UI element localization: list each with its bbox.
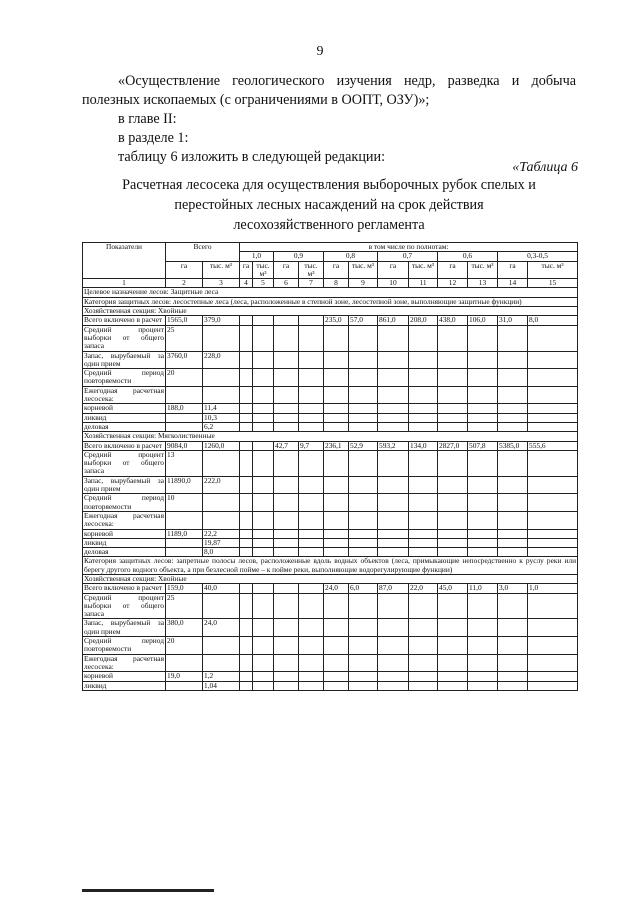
header-indicators: Показатели xyxy=(83,243,166,279)
table-row xyxy=(83,529,578,538)
cell: 159,0 xyxy=(166,584,203,593)
header-ha: га xyxy=(240,261,253,279)
table-row xyxy=(83,584,578,593)
row-label-period: Средний период повторяемости xyxy=(84,636,164,654)
header-ths-m3: тыс. м³ xyxy=(528,261,578,279)
cell: 19,87 xyxy=(203,538,240,547)
table-row xyxy=(83,637,578,655)
cell: 19,0 xyxy=(166,672,203,681)
row-label-total: Всего включено в расчет xyxy=(83,316,166,325)
table-row xyxy=(83,441,578,450)
title-line-3: лесохозяйственного регламента xyxy=(233,217,425,233)
row-label-period: Средний период повторяемости xyxy=(84,493,164,511)
cell: 236,1 xyxy=(324,441,349,450)
table-row xyxy=(83,476,578,494)
section-softwood: Хозяйственная секция: Мягколиственные xyxy=(83,432,578,441)
section-category-water: Категория защитных лесов: запретные полосы лесов, расположенные вдоль водных объектов (леса, примыкающие непосредственно к руслу реки или берегу другого водного объекта, а при безлесной пойме – к пойме реки, выполняющие водорегулирующие функции) xyxy=(84,556,577,574)
cell: 8,0 xyxy=(203,548,240,557)
cell: 1565,0 xyxy=(166,316,203,325)
cell: 22,2 xyxy=(203,529,240,538)
cell: 8,0 xyxy=(528,316,578,325)
intro-line-table: таблицу 6 изложить в следующей редакции: xyxy=(118,149,386,165)
table-row xyxy=(83,538,578,547)
table-row xyxy=(83,593,578,619)
cell: 31,0 xyxy=(498,316,528,325)
table-row xyxy=(83,351,578,369)
header-density-2: 0,9 xyxy=(274,252,324,261)
intro-paragraph: «Осуществление геологического изучения недр, разведка и добыча полезных ископаемых (с ограничениями в ООПТ, ОЗУ)»; xyxy=(82,73,576,108)
header-density-5: 0,6 xyxy=(438,252,498,261)
section-row xyxy=(83,288,578,297)
cell: 2827,0 xyxy=(438,441,468,450)
cell: 11,0 xyxy=(468,584,498,593)
section-row xyxy=(83,574,578,583)
col-number: 8 xyxy=(324,279,349,288)
forest-cut-table xyxy=(82,242,578,691)
table-title xyxy=(82,175,576,235)
header-ths-m3: тыс. м³ xyxy=(349,261,378,279)
cell: 11890,0 xyxy=(166,476,203,494)
row-label-root: корневой xyxy=(83,529,166,538)
header-density-6: 0,3-0,5 xyxy=(498,252,578,261)
cell: 1,0 xyxy=(528,584,578,593)
col-number: 14 xyxy=(498,279,528,288)
cell: 507,8 xyxy=(468,441,498,450)
cell xyxy=(253,316,274,325)
row-label-business: деловая xyxy=(83,548,166,557)
cell: 20 xyxy=(166,637,203,655)
table-row xyxy=(83,494,578,512)
col-number: 4 xyxy=(240,279,253,288)
cell: 106,0 xyxy=(468,316,498,325)
table-row xyxy=(83,413,578,422)
row-label-liquid: ликвид xyxy=(83,681,166,690)
row-label-total: Всего включено в расчет xyxy=(83,584,166,593)
cell: 1189,0 xyxy=(166,529,203,538)
intro-line-chapter: в главе II: xyxy=(118,111,177,127)
row-label-root: корневой xyxy=(83,404,166,413)
header-ha: га xyxy=(324,261,349,279)
col-number: 13 xyxy=(468,279,498,288)
cell xyxy=(253,584,274,593)
header-row-1 xyxy=(83,243,578,252)
cell xyxy=(240,584,253,593)
cell: 87,0 xyxy=(378,584,409,593)
row-label-total: Всего включено в расчет xyxy=(83,441,166,450)
header-density-3: 0,8 xyxy=(324,252,378,261)
cell: 861,0 xyxy=(378,316,409,325)
cell: 235,0 xyxy=(324,316,349,325)
cell: 3760,0 xyxy=(166,351,203,369)
cell: 42,7 xyxy=(274,441,299,450)
table-row xyxy=(83,386,578,404)
row-label-annual: Ежегодная расчетная лесосека: xyxy=(84,386,164,404)
cell xyxy=(274,584,299,593)
cell: 9084,0 xyxy=(166,441,203,450)
col-number: 1 xyxy=(83,279,166,288)
col-number: 10 xyxy=(378,279,409,288)
header-ha: га xyxy=(166,261,203,279)
row-label-pct: Средний процент выборки от общего запаса xyxy=(84,450,164,476)
col-number: 15 xyxy=(528,279,578,288)
cell: 438,0 xyxy=(438,316,468,325)
cell: 10 xyxy=(166,494,203,512)
cell: 52,9 xyxy=(349,441,378,450)
table-row xyxy=(83,404,578,413)
row-label-stock: Запас, вырубаемый за один прием xyxy=(84,476,164,494)
cell: 593,2 xyxy=(378,441,409,450)
header-ths-m3: тыс. м³ xyxy=(203,261,240,279)
intro-line-section: в разделе 1: xyxy=(118,130,189,146)
section-row xyxy=(83,297,578,306)
cell xyxy=(240,441,253,450)
table-row xyxy=(83,325,578,351)
row-label-annual: Ежегодная расчетная лесосека: xyxy=(84,511,164,529)
cell: 24,0 xyxy=(203,619,240,637)
header-density-1: 1,0 xyxy=(240,252,274,261)
col-number: 2 xyxy=(166,279,203,288)
header-total: Всего xyxy=(166,243,240,262)
header-ths-m3: тыс. м³ xyxy=(468,261,498,279)
row-label-liquid: ликвид xyxy=(83,413,166,422)
cell: 188,0 xyxy=(166,404,203,413)
cell: 45,0 xyxy=(438,584,468,593)
cell: 555,6 xyxy=(528,441,578,450)
table-row xyxy=(83,672,578,681)
row-label-pct: Средний процент выборки от общего запаса xyxy=(84,593,164,619)
title-line-2: перестойных лесных насаждений на срок действия xyxy=(174,197,484,213)
section-row xyxy=(83,307,578,316)
table-row xyxy=(83,369,578,387)
table-row xyxy=(83,422,578,431)
cell xyxy=(299,584,324,593)
cell: 25 xyxy=(166,325,203,351)
cell: 379,0 xyxy=(203,316,240,325)
cell: 6,2 xyxy=(203,422,240,431)
col-number: 11 xyxy=(409,279,438,288)
row-label-business: деловая xyxy=(83,422,166,431)
cell xyxy=(274,316,299,325)
table-row xyxy=(83,511,578,529)
section-category-steppe: Категория защитных лесов: лесостепные леса (леса, расположенные в степной зоне, лесостепной зоне, выполняющие защитные функции) xyxy=(83,297,578,306)
column-numbers-row xyxy=(83,279,578,288)
cell: 22,0 xyxy=(409,584,438,593)
page-bottom-rule xyxy=(82,889,214,892)
cell: 20 xyxy=(166,369,203,387)
cell: 1,04 xyxy=(203,681,240,690)
header-including: в том числе по полнотам: xyxy=(240,243,578,252)
cell: 40,0 xyxy=(203,584,240,593)
section-row xyxy=(83,432,578,441)
cell: 380,0 xyxy=(166,619,203,637)
row-label-stock: Запас, вырубаемый за один прием xyxy=(84,351,164,368)
header-ths-m3: тыс. м³ xyxy=(409,261,438,279)
row-label-liquid: ликвид xyxy=(83,538,166,547)
cell: 11,4 xyxy=(203,404,240,413)
cell: 24,0 xyxy=(324,584,349,593)
cell xyxy=(253,441,274,450)
table-row xyxy=(83,450,578,476)
cell: 3,0 xyxy=(498,584,528,593)
header-ths-m3: тыс. м³ xyxy=(253,261,274,279)
row-label-stock: Запас, вырубаемый за один прием xyxy=(84,618,164,636)
row-label-period: Средний период повторяемости xyxy=(84,368,164,386)
cell: 208,0 xyxy=(409,316,438,325)
cell: 9,7 xyxy=(299,441,324,450)
table-row xyxy=(83,681,578,690)
cell: 13 xyxy=(166,450,203,476)
table-row xyxy=(83,619,578,637)
header-density-4: 0,7 xyxy=(378,252,438,261)
page-number: 9 xyxy=(316,44,324,59)
cell: 57,0 xyxy=(349,316,378,325)
cell: 1,2 xyxy=(203,672,240,681)
cell: 25 xyxy=(166,593,203,619)
col-number: 5 xyxy=(253,279,274,288)
table-row xyxy=(83,316,578,325)
header-ha: га xyxy=(274,261,299,279)
col-number: 6 xyxy=(274,279,299,288)
col-number: 7 xyxy=(299,279,324,288)
col-number: 3 xyxy=(203,279,240,288)
cell: 5385,0 xyxy=(498,441,528,450)
table-row xyxy=(83,654,578,672)
title-line-1: Расчетная лесосека для осуществления выборочных рубок спелых и xyxy=(122,177,536,193)
section-purpose: Целевое назначение лесов: Защитные леса xyxy=(83,288,578,297)
row-label-pct: Средний процент выборки от общего запаса xyxy=(84,325,164,351)
col-number: 12 xyxy=(438,279,468,288)
table-label: «Таблица 6 xyxy=(512,160,578,175)
table-row xyxy=(83,548,578,557)
header-ha: га xyxy=(438,261,468,279)
cell: 222,0 xyxy=(203,476,240,494)
col-number: 9 xyxy=(349,279,378,288)
header-ha: га xyxy=(498,261,528,279)
intro-text xyxy=(82,72,576,167)
section-coniferous-2: Хозяйственная секция: Хвойные xyxy=(83,574,578,583)
header-ths-m3: тыс. м³ xyxy=(299,261,324,279)
cell: 228,0 xyxy=(203,351,240,369)
section-coniferous-1: Хозяйственная секция: Хвойные xyxy=(83,307,578,316)
cell xyxy=(240,316,253,325)
cell: 134,0 xyxy=(409,441,438,450)
cell: 1260,0 xyxy=(203,441,240,450)
row-label-root: корневой xyxy=(83,672,166,681)
section-row xyxy=(83,557,578,575)
row-label-annual: Ежегодная расчетная лесосека: xyxy=(84,654,164,671)
cell xyxy=(299,316,324,325)
cell: 6,0 xyxy=(349,584,378,593)
cell: 10,3 xyxy=(203,413,240,422)
header-ha: га xyxy=(378,261,409,279)
